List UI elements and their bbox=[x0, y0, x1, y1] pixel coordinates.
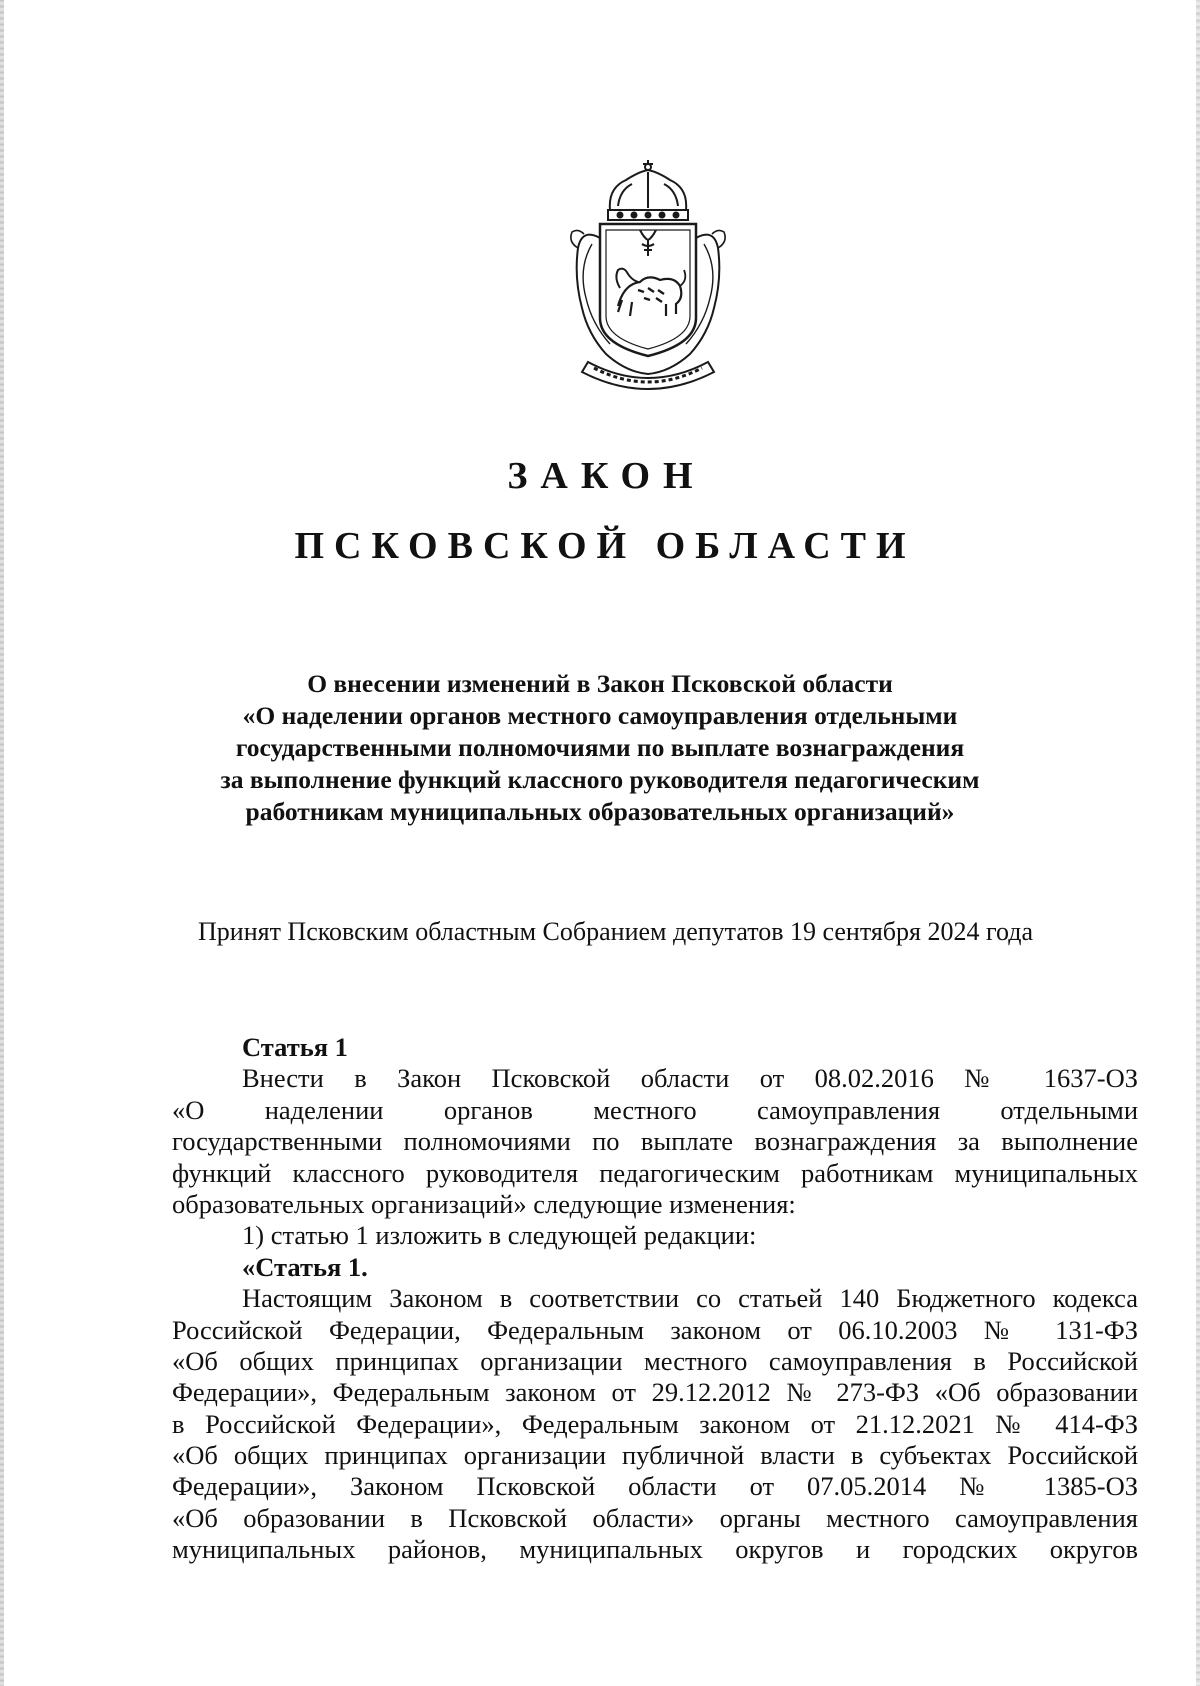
body-line: функций классного руководителя педагогическим работникам муниципальных bbox=[172, 1157, 1138, 1188]
law-heading bbox=[170, 668, 1030, 828]
law-subtitle: ПСКОВСКОЙ ОБЛАСТИ bbox=[294, 525, 916, 567]
heading-line: за выполнение функций классного руководителя педагогическим bbox=[220, 765, 980, 794]
body-line: муниципальных районов, муниципальных округов и городских округов bbox=[172, 1534, 1138, 1565]
scan-edge-left bbox=[0, 0, 4, 1686]
coat-of-arms-icon bbox=[548, 158, 748, 398]
body-line: Федерации», Федеральным законом от 29.12.2012 № 273-ФЗ «Об образовании bbox=[172, 1377, 1138, 1408]
heading-line: государственными полномочиями по выплате вознаграждения bbox=[235, 733, 965, 762]
body-line: государственными полномочиями по выплате вознаграждения за выполнение bbox=[172, 1126, 1138, 1157]
body-line: Федерации», Законом Псковской области от 07.05.2014 № 1385-ОЗ bbox=[172, 1471, 1138, 1502]
body-line: 1) статью 1 изложить в следующей редакции: bbox=[242, 1220, 757, 1251]
body-line: «Об образовании в Псковской области» органы местного самоуправления bbox=[172, 1502, 1138, 1533]
body-line: Настоящим Законом в соответствии со статьей 140 Бюджетного кодекса bbox=[242, 1283, 1138, 1314]
heading-line: О внесении изменений в Закон Псковской области bbox=[307, 669, 893, 698]
body-line: «Об общих принципах организации местного самоуправления в Российской bbox=[172, 1345, 1138, 1376]
quoted-article-heading: «Статья 1. bbox=[242, 1251, 368, 1282]
heading-line: «О наделении органов местного самоуправления отдельными bbox=[242, 701, 958, 730]
body-line: образовательных организаций» следующие изменения: bbox=[172, 1188, 796, 1219]
body-line: Внести в Закон Псковской области от 08.02.2016 № 1637-ОЗ bbox=[242, 1063, 1138, 1094]
body-line: в Российской Федерации», Федеральным законом от 21.12.2021 № 414-ФЗ bbox=[172, 1408, 1138, 1439]
body-line: Российской Федерации, Федеральным законом от 06.10.2003 № 131-ФЗ bbox=[172, 1314, 1138, 1345]
scan-edge-right bbox=[1196, 0, 1200, 1686]
adoption-note: Принят Псковским областным Собранием депутатов 19 сентября 2024 года bbox=[198, 917, 1034, 946]
law-body bbox=[172, 1032, 1138, 1566]
body-line: «О наделении органов местного самоуправления отдельными bbox=[172, 1094, 1138, 1125]
body-line: «Об общих принципах организации публичной власти в субъектах Российской bbox=[172, 1440, 1138, 1471]
law-title: ЗАКОН bbox=[507, 455, 706, 497]
article-heading: Статья 1 bbox=[242, 1032, 348, 1062]
heading-line: работникам муниципальных образовательных организаций» bbox=[245, 797, 955, 826]
